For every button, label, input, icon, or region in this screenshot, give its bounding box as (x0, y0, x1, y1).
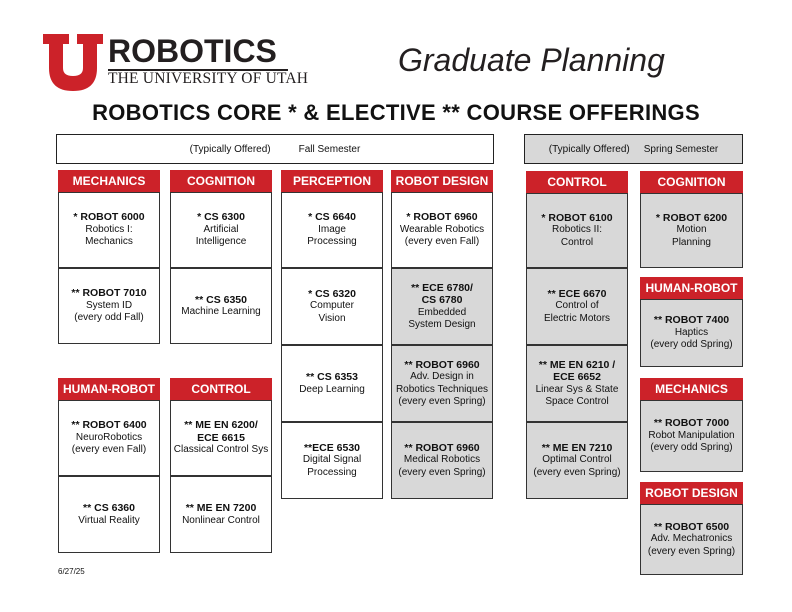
course-note: (every even Fall) (404, 236, 480, 248)
course-note: (every odd Spring) (650, 339, 733, 351)
course-code: ** ROBOT 7400 (653, 314, 730, 327)
course-code: ** CS 6350 (195, 293, 247, 306)
course-code: ** ME EN 7200 (185, 502, 257, 514)
course-code: * CS 6300 (197, 211, 245, 224)
course-code-crosslist: CS 6780 (421, 294, 463, 306)
course-card (281, 345, 383, 422)
course-note: (every even Spring) (398, 396, 486, 407)
fall-semester-label: Fall Semester (298, 143, 361, 155)
main-heading: ROBOTICS CORE * & ELECTIVE ** COURSE OFFERINGS (92, 100, 700, 125)
course-title: NeuroRobotics (75, 431, 143, 443)
course-title: Robotics II: (551, 224, 603, 236)
course-title: Adv. Design in (410, 371, 474, 382)
spring-typically-offered: (Typically Offered) (548, 143, 630, 155)
course-title: Processing (307, 236, 357, 248)
course-card (640, 193, 743, 268)
course-title: Machine Learning (181, 306, 261, 317)
course-title: Virtual Reality (78, 514, 140, 526)
fall-perception-header: PERCEPTION (281, 170, 383, 192)
course-title: Optimal Control (542, 454, 612, 466)
course-title: Linear Sys & State (535, 383, 619, 395)
course-card (281, 422, 383, 499)
course-note: (every even Spring) (533, 466, 621, 478)
course-card (391, 268, 493, 345)
course-code: * ROBOT 6100 (541, 211, 613, 224)
fall-human-robot-header: HUMAN-ROBOT (58, 378, 160, 400)
course-code: * ROBOT 6960 (406, 211, 478, 224)
fall-robot-design-header: ROBOT DESIGN (391, 170, 493, 192)
course-title: Space Control (545, 396, 609, 407)
page-title: Graduate Planning (398, 42, 665, 78)
course-code: ** ROBOT 7000 (653, 417, 730, 430)
fall-typically-offered: (Typically Offered) (189, 143, 271, 155)
course-card (391, 422, 493, 499)
course-note: (every odd Spring) (650, 442, 733, 454)
logo-wordmark: ROBOTICS (108, 33, 277, 69)
course-code: ** ROBOT 6960 (404, 441, 480, 454)
course-note: (every odd Fall) (74, 312, 144, 324)
spring-mechanics-header: MECHANICS (640, 378, 743, 400)
fall-mechanics-header: MECHANICS (58, 170, 160, 192)
course-title: Artificial (203, 223, 239, 235)
spring-control-header: CONTROL (526, 171, 628, 193)
course-card (170, 476, 272, 553)
course-code: ** ME EN 6200/ (184, 419, 258, 432)
course-card (640, 299, 743, 367)
course-code: * CS 6320 (308, 287, 356, 300)
course-code: ** ME EN 7210 (541, 441, 613, 454)
course-title: System ID (85, 299, 133, 311)
spring-cognition-header: COGNITION (640, 171, 743, 193)
course-title: Control (560, 236, 594, 248)
course-title: System Design (408, 319, 476, 330)
course-title: Digital Signal (302, 454, 362, 466)
course-code: ** CS 6360 (83, 502, 135, 514)
course-card (526, 268, 628, 345)
course-card (526, 193, 628, 268)
fall-cognition-header: COGNITION (170, 170, 272, 192)
document-date: 6/27/25 (58, 567, 85, 576)
course-title: Electric Motors (543, 312, 611, 324)
course-title: Planning (672, 236, 711, 248)
course-title: Mechanics (85, 236, 133, 248)
course-title: Image (318, 223, 346, 235)
course-card (58, 476, 160, 553)
course-card (391, 192, 493, 268)
course-title: Wearable Robotics (399, 223, 485, 235)
course-code-crosslist: ECE 6652 (553, 371, 601, 383)
course-card (281, 268, 383, 345)
spring-semester-bar (524, 134, 743, 164)
course-title: Intelligence (195, 236, 247, 248)
course-code: ** CS 6353 (306, 371, 358, 383)
course-card (58, 268, 160, 344)
course-note: (every even Fall) (71, 444, 147, 456)
course-card (170, 400, 272, 476)
course-title: Robot Manipulation (648, 429, 735, 441)
course-code: ** ROBOT 7010 (71, 287, 147, 300)
course-title: Robotics I: (85, 223, 133, 235)
course-title: Haptics (674, 326, 709, 338)
course-title: Nonlinear Control (182, 514, 260, 526)
course-title: Vision (318, 312, 346, 324)
course-title: Motion (676, 224, 707, 236)
course-card (391, 345, 493, 422)
course-card (526, 422, 628, 499)
course-title: Deep Learning (299, 383, 365, 395)
course-card (640, 504, 743, 575)
course-title: Adv. Mechatronics (650, 533, 733, 545)
course-card (58, 400, 160, 476)
course-code: ** ROBOT 6400 (71, 419, 147, 432)
spring-robot-design-header: ROBOT DESIGN (640, 482, 743, 504)
course-code: ** ROBOT 6500 (653, 520, 730, 533)
course-card (640, 400, 743, 472)
course-card (526, 345, 628, 422)
course-code-crosslist: ECE 6615 (197, 431, 245, 444)
course-title: Medical Robotics (403, 454, 481, 466)
course-code: **ECE 6530 (303, 441, 361, 454)
course-title: Control of (555, 300, 599, 312)
university-u-logo (43, 34, 103, 91)
course-code: * CS 6640 (308, 211, 356, 224)
logo-university-name: THE UNIVERSITY OF UTAH (108, 70, 309, 87)
course-code: ** ROBOT 6960 (404, 358, 480, 371)
course-note: (every even Spring) (647, 545, 736, 557)
course-card (58, 192, 160, 268)
course-card (281, 192, 383, 268)
course-title: Robotics Techniques (395, 383, 489, 395)
course-code: ** ECE 6670 (547, 287, 607, 300)
course-card (170, 192, 272, 268)
fall-control-header: CONTROL (170, 378, 272, 400)
course-code: * ROBOT 6200 (655, 211, 728, 224)
course-note: (every even Spring) (398, 466, 486, 478)
course-title: Embedded (417, 306, 467, 318)
spring-human-robot-header: HUMAN-ROBOT (640, 277, 743, 299)
course-title: Classical Control Sys (173, 444, 269, 456)
fall-semester-bar (56, 134, 494, 164)
course-card (170, 268, 272, 344)
course-title: Computer (310, 300, 354, 312)
course-code: ** ECE 6780/ (411, 281, 473, 294)
course-code: * ROBOT 6000 (73, 211, 145, 224)
course-title: Processing (307, 466, 357, 478)
course-code: ** ME EN 6210 / (538, 358, 616, 371)
spring-semester-label: Spring Semester (643, 143, 719, 155)
